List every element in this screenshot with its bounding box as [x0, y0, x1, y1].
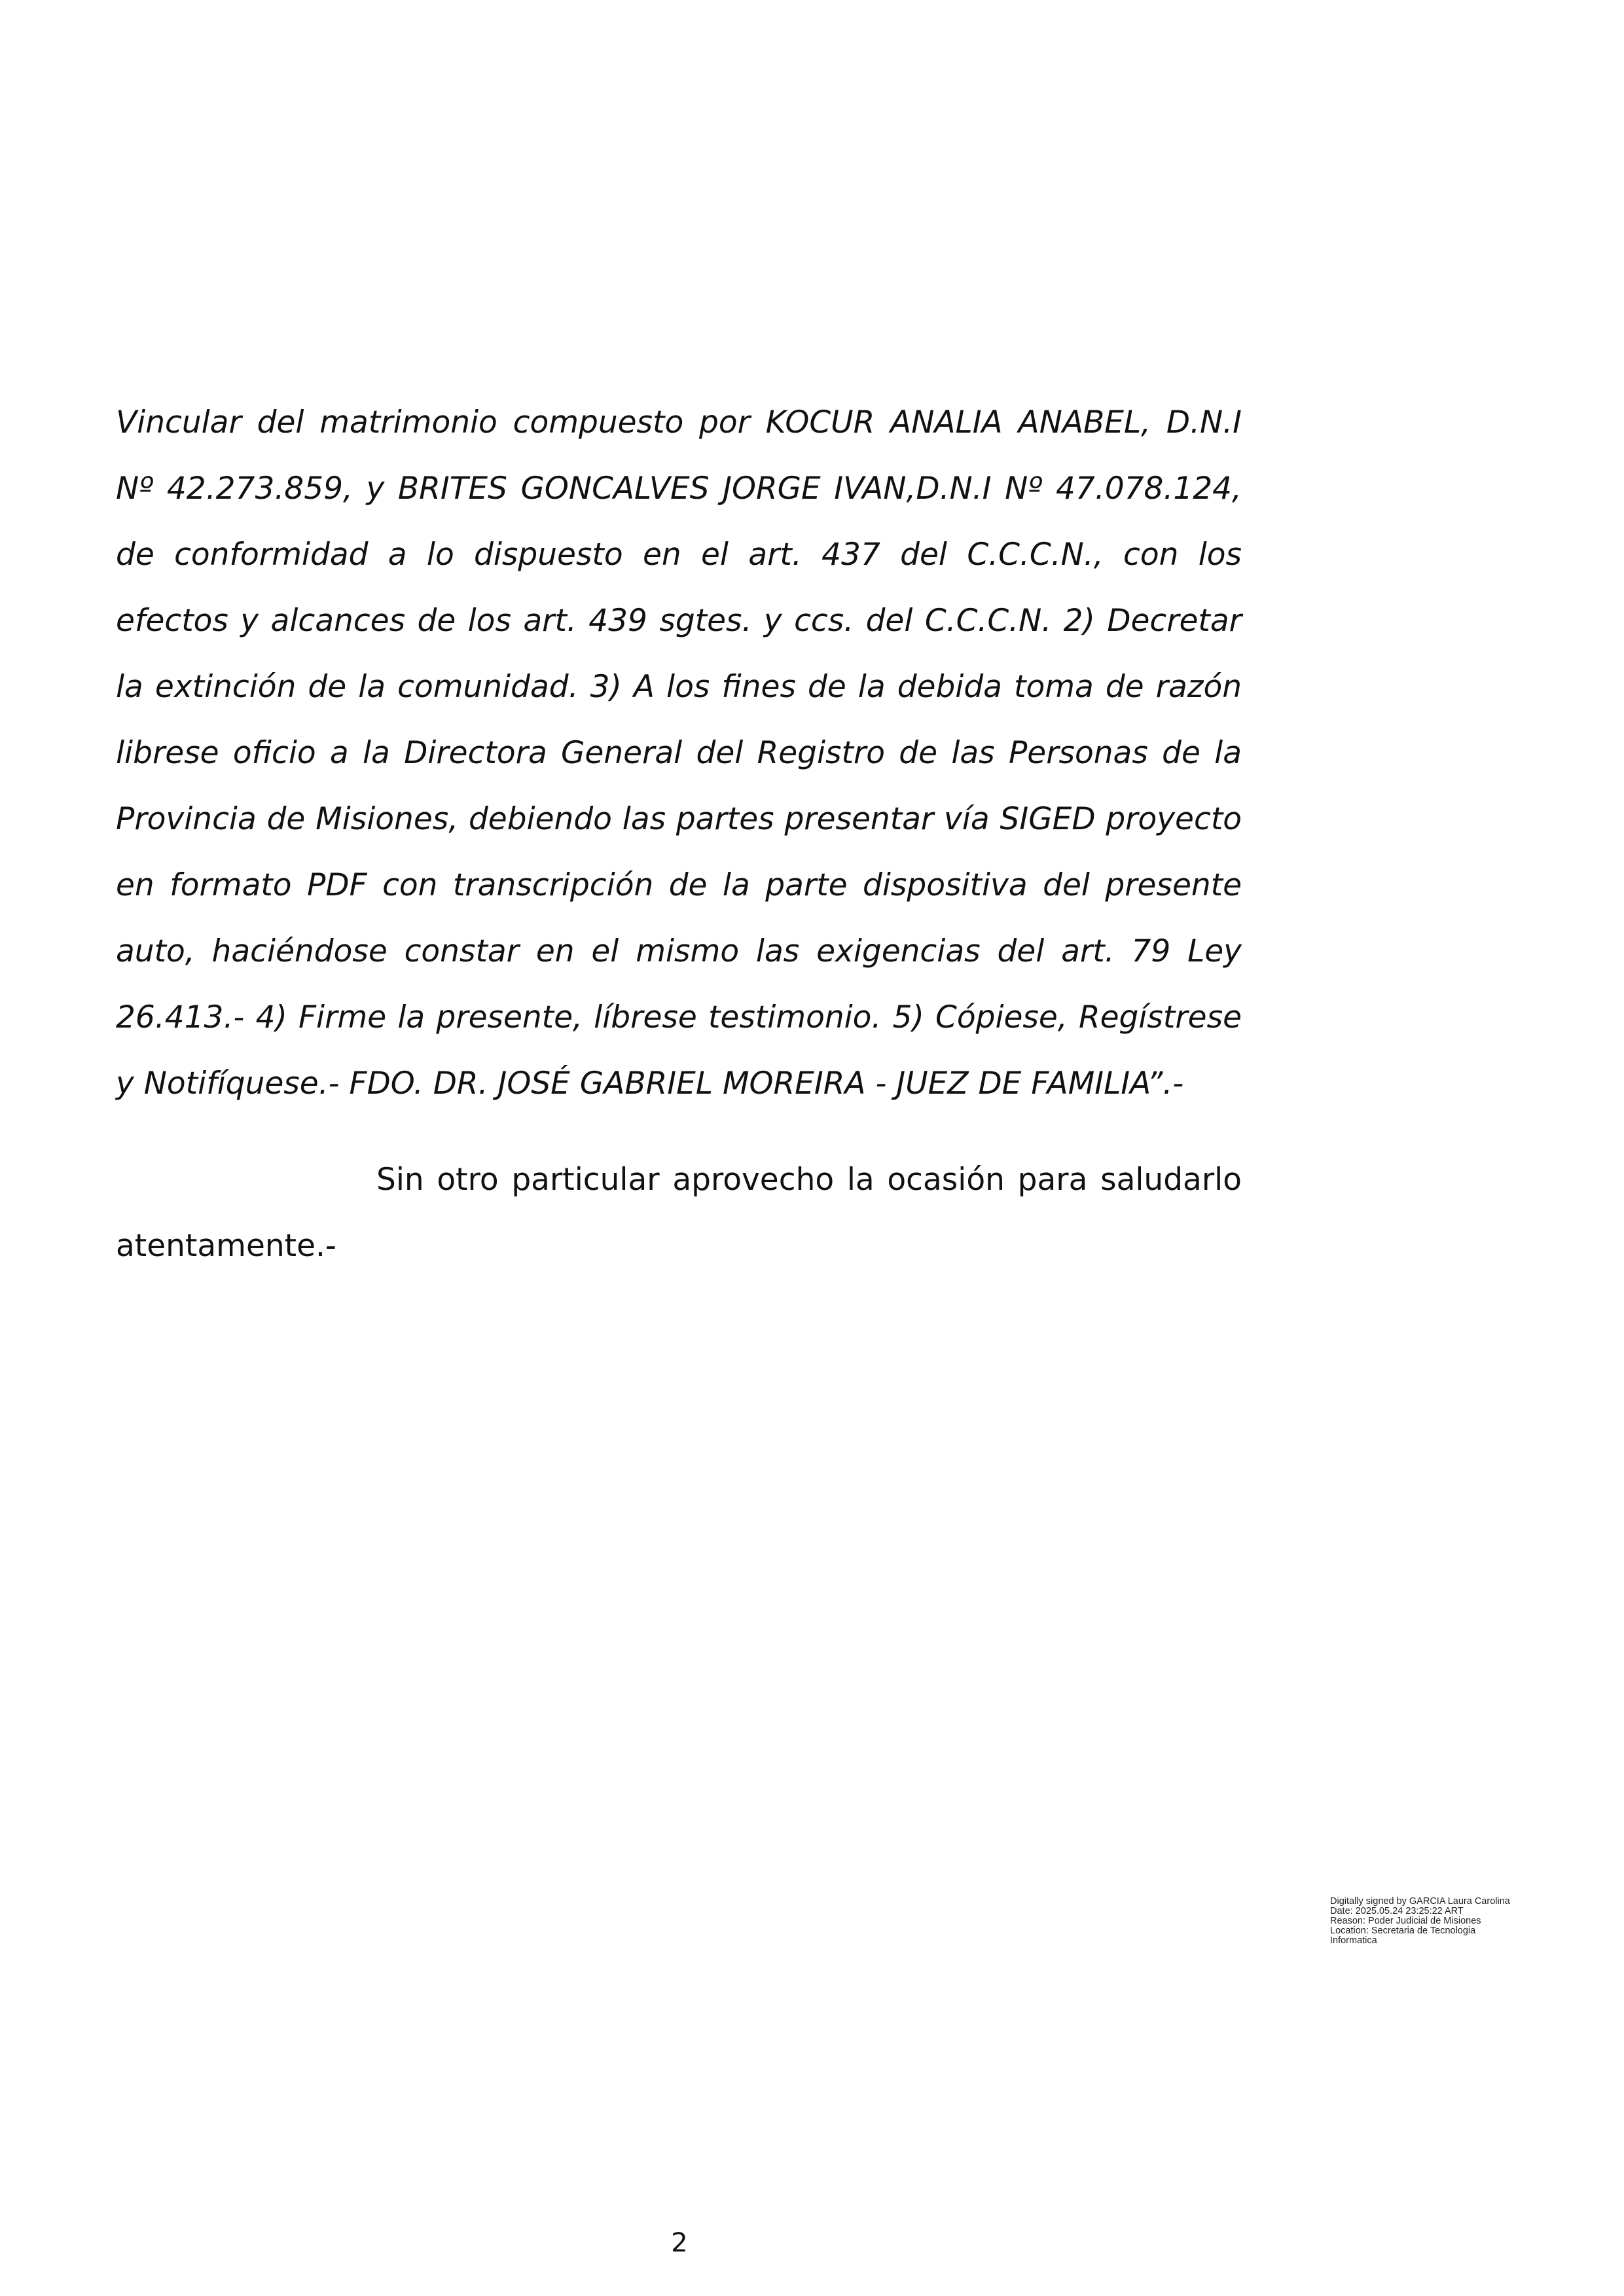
signature-reason: Reason: Poder Judicial de Misiones	[1330, 1916, 1481, 1926]
signature-date: Date: 2025.05.24 23:25:22 ART	[1330, 1906, 1464, 1916]
resolution-paragraph: Vincular del matrimonio compuesto por KOCUR ANALIA ANABEL, D.N.I Nº 42.273.859, y BRITES GONCALVES JORGE IVAN,D.N.I Nº 47.078.124, de conformidad a lo dispuesto en el art. 437 del C.C.C.N., con los efectos y alcances de los art. 439 sgtes. y ccs. del C.C.C.N. 2) Decretar la extinción de la comunidad. 3) A los fines de la debida toma de razón librese oficio a la Directora General del Registro de las Personas de la Provincia de Misiones, debiendo las partes presentar vía SIGED proyecto en formato PDF con transcripción de la parte dispositiva del presente auto, haciéndose constar en el mismo las exigencias del art. 79 Ley 26.413.- 4) Firme la presente, líbrese testimonio. 5) Cópiese, Regístrese y Notifíquese.- FDO. DR. JOSÉ GABRIEL MOREIRA - JUEZ DE FAMILIA”.-	[116, 404, 1242, 1102]
signature-location-cont: Informatica	[1330, 1935, 1377, 1946]
closing-paragraph	[116, 1147, 1242, 1279]
page-number: 2	[671, 2228, 688, 2258]
digital-signature-stamp	[1330, 1897, 1605, 1946]
closing-line-2: atentamente.-	[116, 1228, 336, 1264]
signature-signed-by: Digitally signed by GARCIA Laura Carolina	[1330, 1896, 1510, 1907]
signature-location: Location: Secretaria de Tecnologia	[1330, 1926, 1476, 1936]
closing-line-1: Sin otro particular aprovecho la ocasión para saludarlo	[376, 1162, 1242, 1198]
